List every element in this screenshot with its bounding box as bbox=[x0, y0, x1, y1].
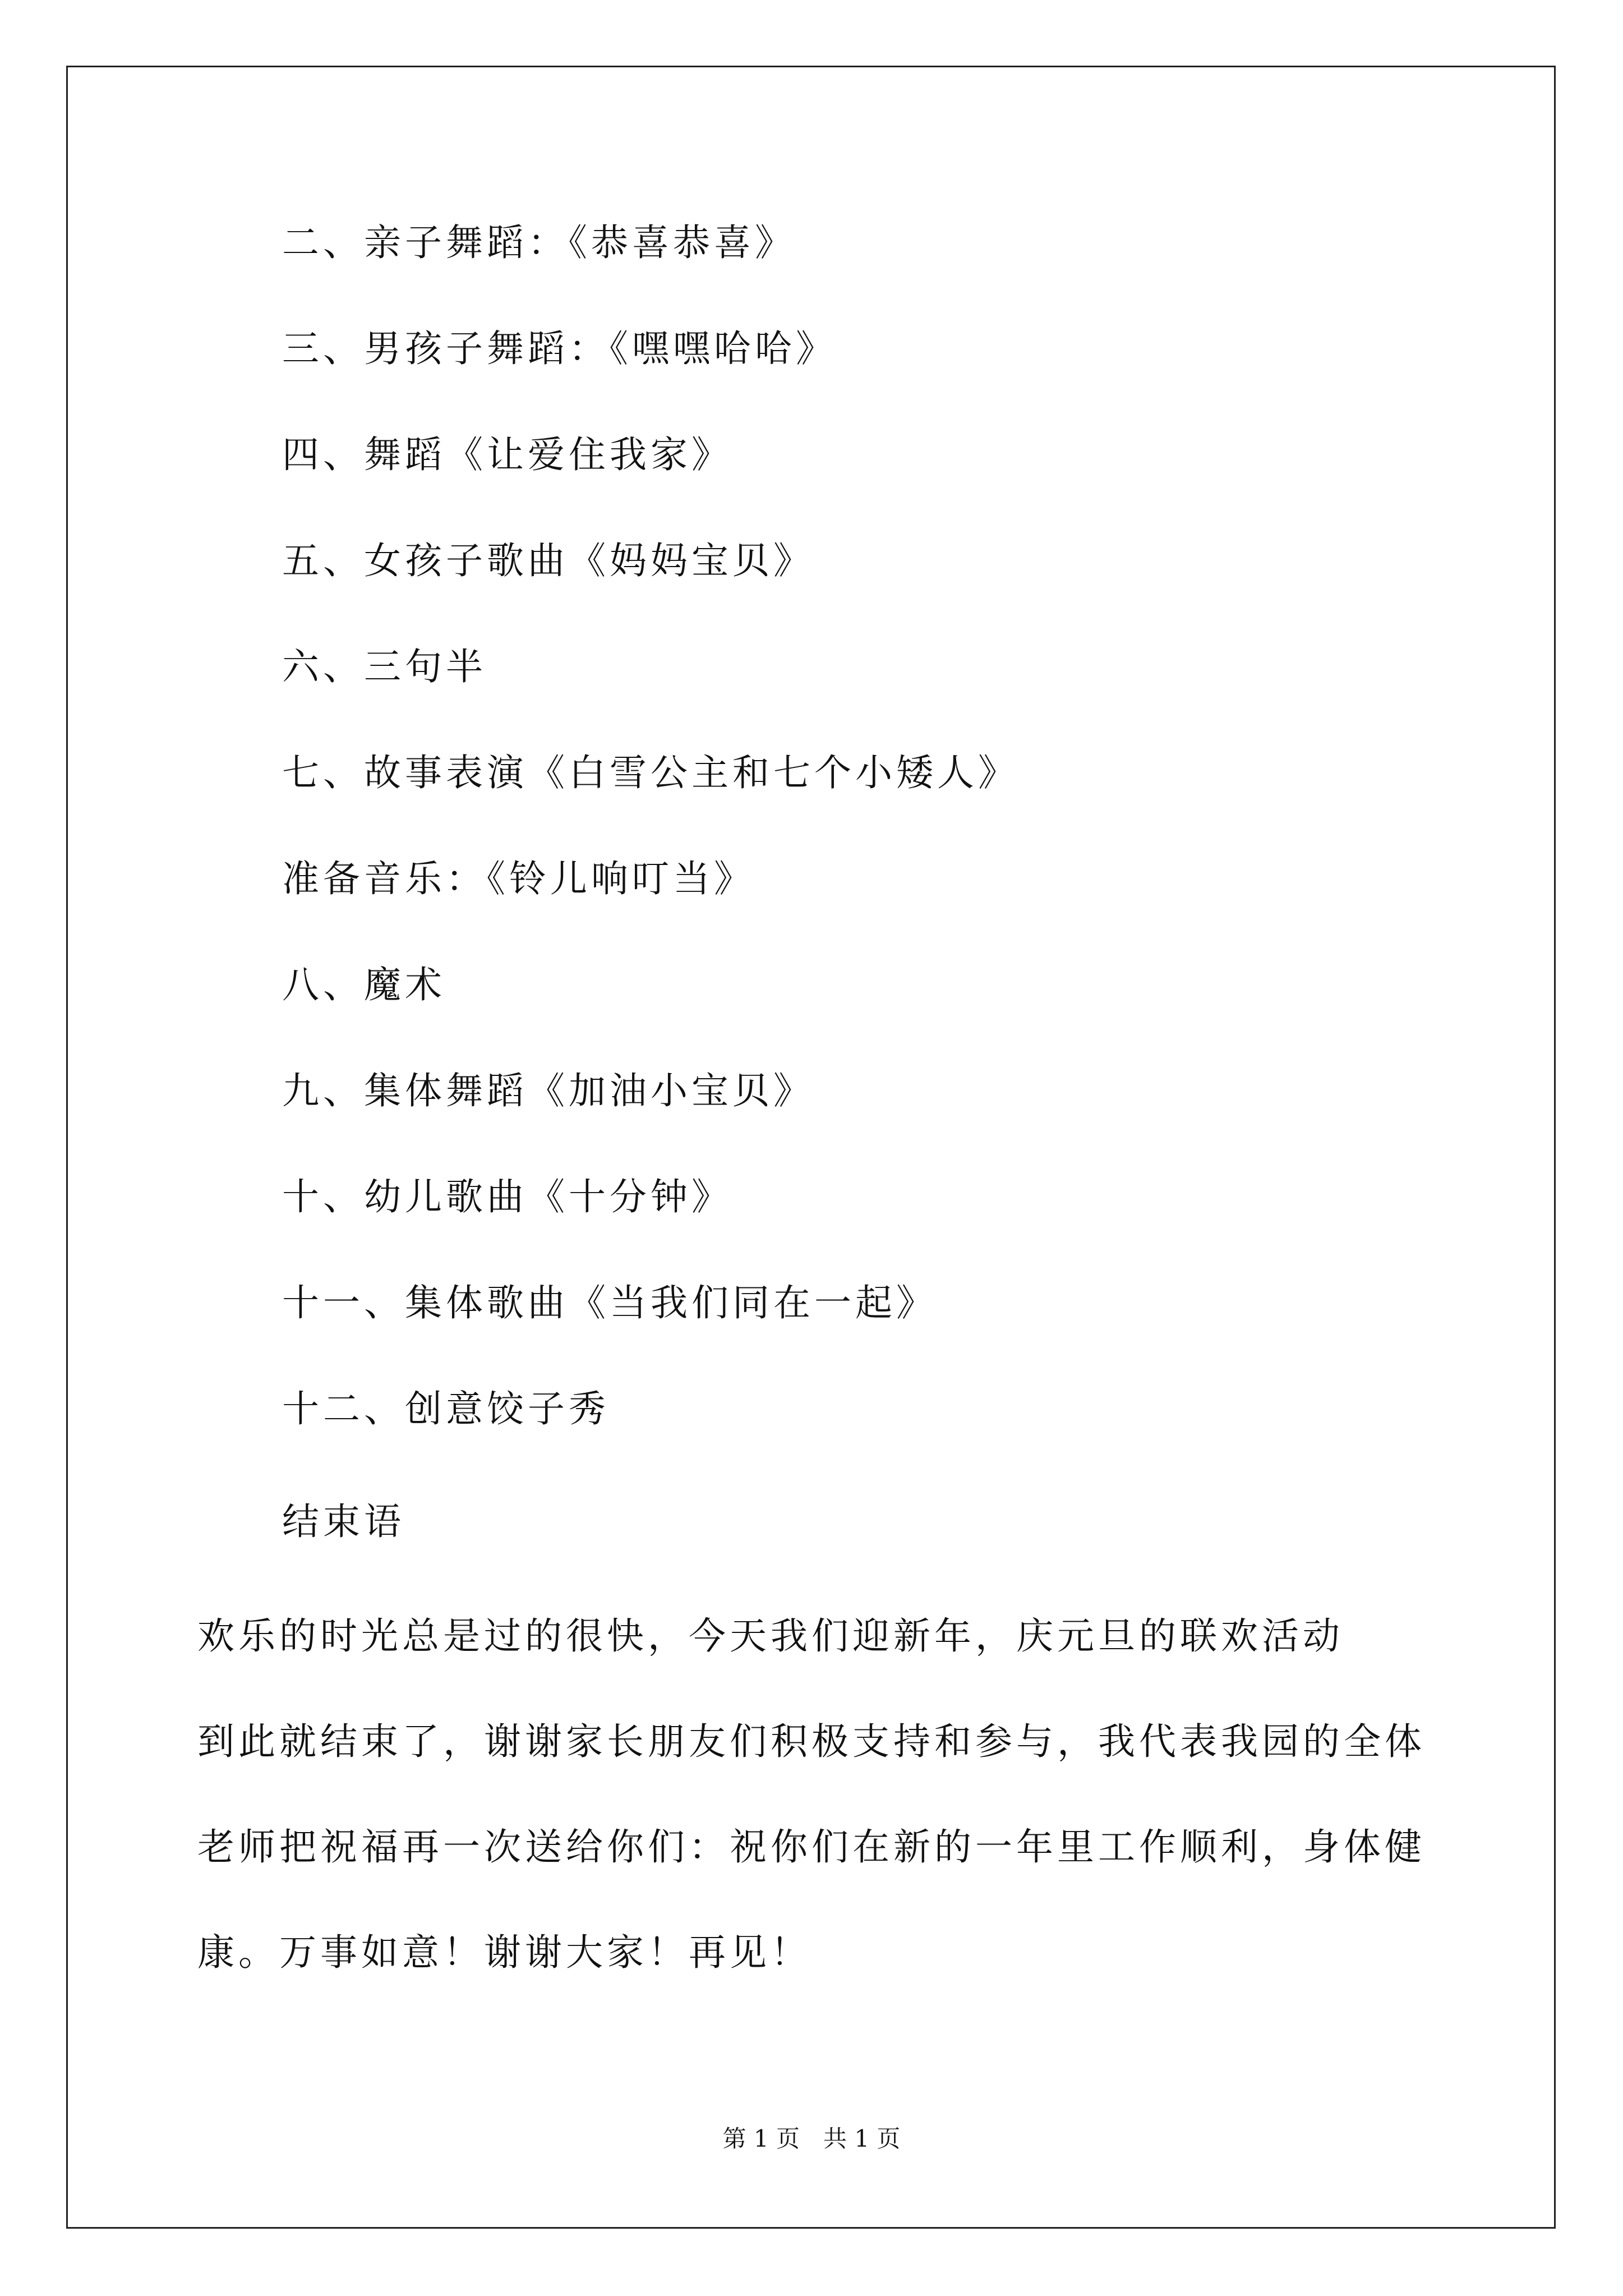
program-item: 六、三句半 bbox=[282, 645, 487, 688]
program-item: 九、集体舞蹈《加油小宝贝》 bbox=[282, 1069, 814, 1112]
closing-paragraph bbox=[197, 1614, 1431, 2040]
closing-title: 结束语 bbox=[282, 1500, 405, 1543]
closing-line: 老师把祝福再一次送给你们：祝你们在新的一年里工作顺利，身体健 bbox=[197, 1825, 1426, 1869]
program-item: 二、亲子舞蹈：《恭喜恭喜》 bbox=[282, 221, 796, 264]
closing-line: 康。万事如意！谢谢大家！再见！ bbox=[197, 1931, 811, 1974]
closing-line: 欢乐的时光总是过的很快，今天我们迎新年，庆元旦的联欢活动 bbox=[197, 1614, 1344, 1658]
program-list bbox=[282, 221, 1019, 1497]
page-number-footer: 第 1 页 共 1 页 bbox=[722, 2125, 901, 2152]
closing-line: 到此就结束了，谢谢家长朋友们积极支持和参与，我代表我园的全体 bbox=[197, 1720, 1426, 1763]
program-item: 七、故事表演《白雪公主和七个小矮人》 bbox=[282, 751, 1019, 794]
program-item: 准备音乐：《铃儿响叮当》 bbox=[282, 857, 755, 900]
program-item: 十、幼儿歌曲《十分钟》 bbox=[282, 1175, 732, 1218]
program-item: 十二、创意饺子秀 bbox=[282, 1387, 610, 1430]
program-item: 十一、集体歌曲《当我们同在一起》 bbox=[282, 1281, 937, 1324]
program-item: 五、女孩子歌曲《妈妈宝贝》 bbox=[282, 539, 814, 582]
program-item: 八、魔术 bbox=[282, 963, 446, 1006]
program-item: 四、舞蹈《让爱住我家》 bbox=[282, 433, 732, 476]
program-item: 三、男孩子舞蹈：《嘿嘿哈哈》 bbox=[282, 327, 837, 370]
